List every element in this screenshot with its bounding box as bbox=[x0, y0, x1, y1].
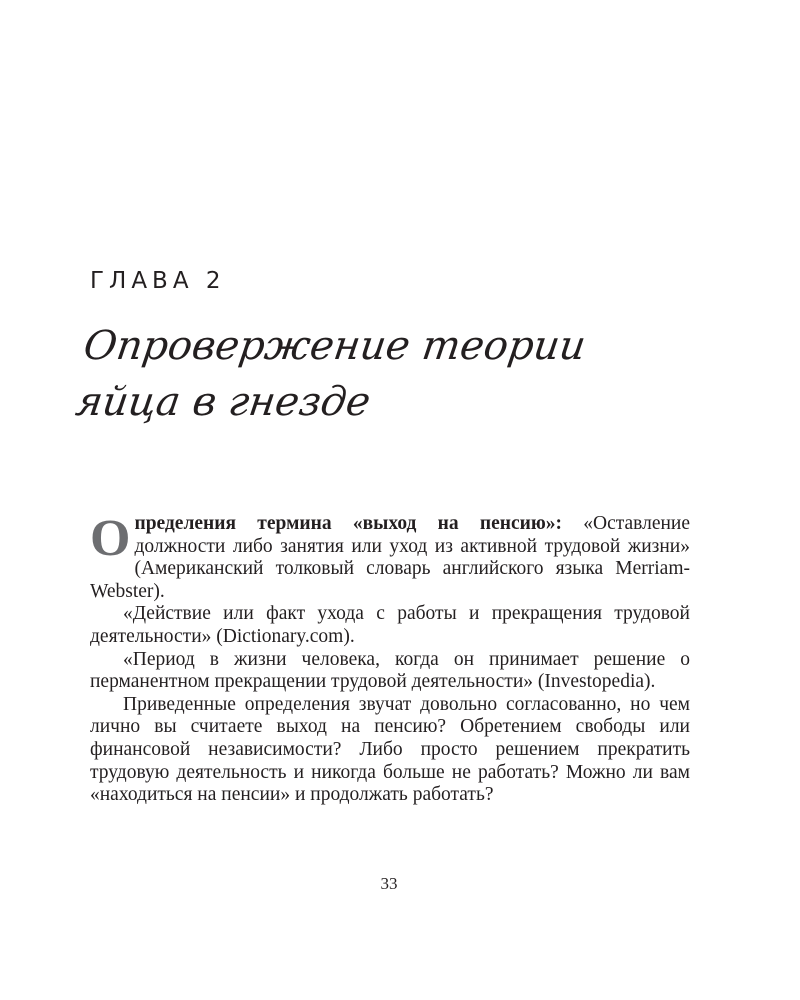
paragraph-4: Приведенные определения звучат довольно согласованно, но чем лично вы считаете выход на пенсию? Обретением свободы или финансовой независимости? Либо просто решением прекратить трудовую деятельность и никогда больше не работать? Можно ли вам «находиться на пенсии» и продолжать работать? bbox=[90, 693, 690, 806]
chapter-title-line-1: Опровержение теории bbox=[80, 323, 589, 369]
paragraph-3: «Период в жизни человека, когда он принимает решение о перманентном прекращении трудовой деятельности» (Investopedia). bbox=[90, 648, 690, 693]
paragraph-1-text: «Оставление должности либо занятия или уход из активной трудовой жизни» (Американский толковый словарь английского языка Merriam-Webster). bbox=[90, 513, 690, 602]
body-text bbox=[90, 510, 690, 807]
paragraph-1 bbox=[90, 510, 690, 603]
chapter-title bbox=[72, 318, 708, 430]
lead-heading: пределения термина «выход на пенсию»: bbox=[134, 513, 562, 534]
page-number: 33 bbox=[380, 874, 398, 893]
chapter-title-line-2: яйца в гнезде bbox=[72, 379, 374, 425]
chapter-label: ГЛАВА 2 bbox=[90, 268, 226, 294]
drop-cap: О bbox=[90, 510, 131, 567]
paragraph-2: «Действие или факт ухода с работы и прекращения трудовой деятельности» (Dictionary.com). bbox=[90, 603, 690, 647]
